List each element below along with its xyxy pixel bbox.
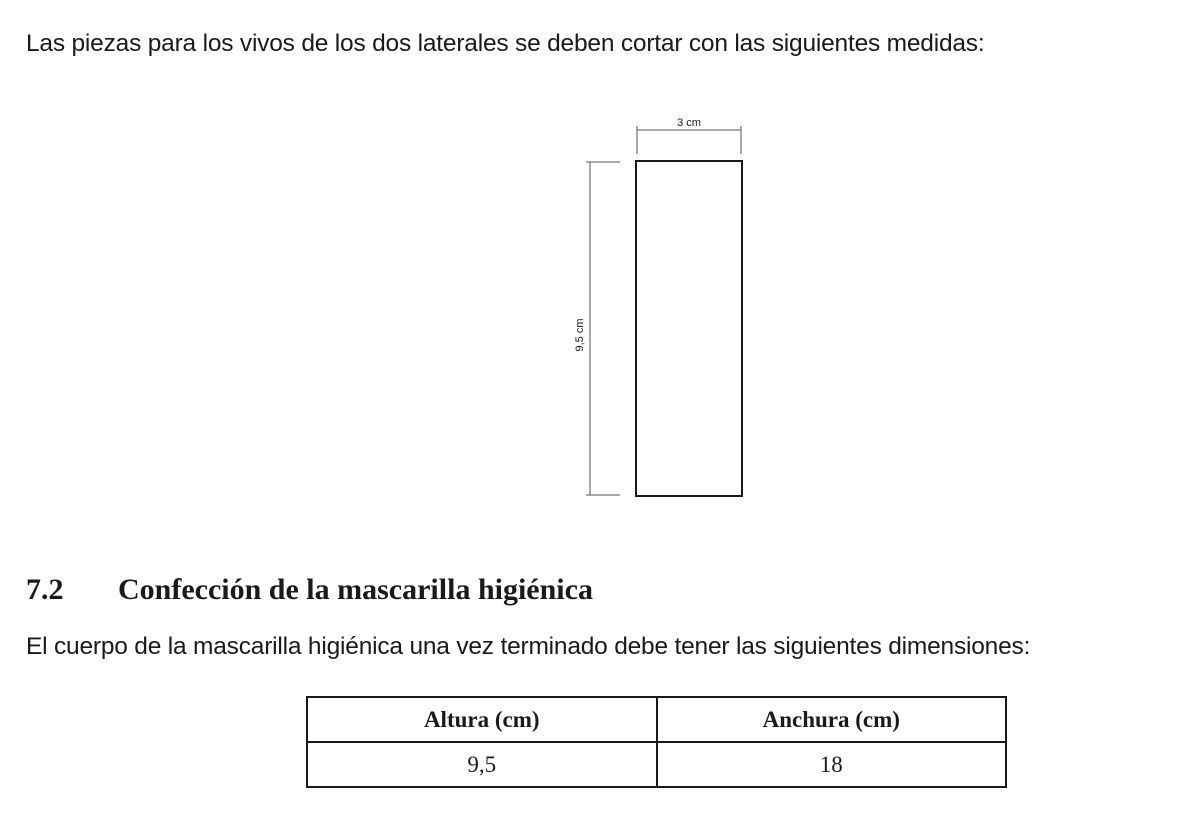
width-label: 3 cm: [677, 117, 701, 129]
section-number: 7.2: [26, 573, 64, 606]
piece-rectangle: [636, 161, 742, 496]
cell-altura: 9,5: [307, 742, 657, 787]
header-anchura: Anchura (cm): [657, 697, 1007, 742]
section-heading: [26, 571, 593, 609]
section-title: Confección de la mascarilla higiénica: [118, 573, 593, 606]
table-row: [307, 742, 1006, 787]
height-label: 9,5 cm: [574, 318, 586, 352]
intro-paragraph: Las piezas para los vivos de los dos laterales se deben cortar con las siguientes medidas:: [26, 30, 985, 57]
header-altura: Altura (cm): [307, 697, 657, 742]
cell-anchura: 18: [657, 742, 1007, 787]
table-header-row: [307, 697, 1006, 742]
dimensions-table: [306, 696, 1007, 788]
body-paragraph: El cuerpo de la mascarilla higiénica una vez terminado debe tener las siguientes dimensiones:: [26, 633, 1031, 660]
